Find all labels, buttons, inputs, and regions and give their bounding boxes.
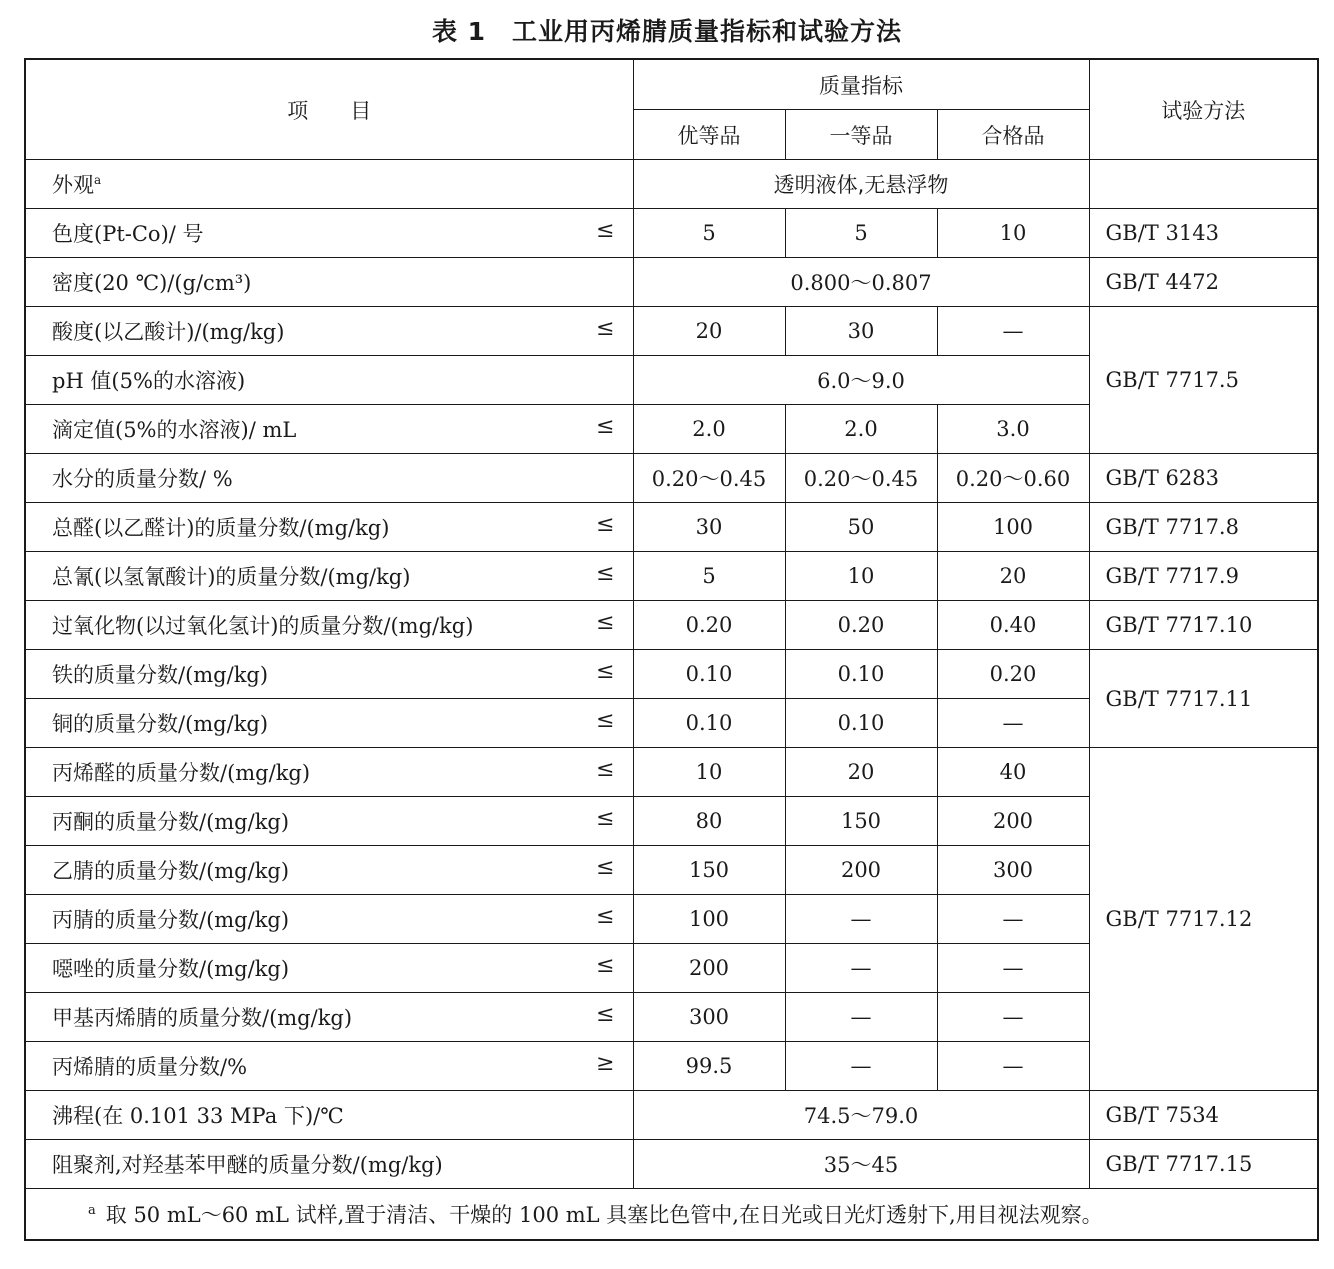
value-cell: 200 <box>937 797 1089 846</box>
value-cell: 20 <box>633 307 785 356</box>
comparison-symbol: ≤ <box>596 708 615 733</box>
comparison-symbol: ≤ <box>596 904 615 929</box>
value-cell: 80 <box>633 797 785 846</box>
value-cell: 74.5～79.0 <box>633 1091 1089 1140</box>
value-cell: 150 <box>785 797 937 846</box>
quality-spec-table <box>24 58 1319 1241</box>
method-cell: GB/T 4472 <box>1089 258 1318 307</box>
comparison-symbol: ≤ <box>596 316 615 341</box>
table-row <box>25 307 1318 356</box>
value-cell: 0.20～0.45 <box>785 454 937 503</box>
value-cell: 99.5 <box>633 1042 785 1091</box>
value-cell: — <box>937 993 1089 1042</box>
method-cell: GB/T 7717.11 <box>1089 650 1318 748</box>
value-cell: 20 <box>937 552 1089 601</box>
value-cell: 20 <box>785 748 937 797</box>
item-cell: 色度(Pt-Co)/ 号 ≤ <box>25 209 633 258</box>
header-quality: 质量指标 <box>633 59 1089 110</box>
header-grade-premium: 优等品 <box>633 110 785 160</box>
comparison-symbol: ≤ <box>596 757 615 782</box>
value-cell: — <box>785 944 937 993</box>
value-cell: 5 <box>633 209 785 258</box>
method-cell: GB/T 7717.10 <box>1089 601 1318 650</box>
item-cell: 滴定值(5%的水溶液)/ mL ≤ <box>25 405 633 454</box>
value-cell: — <box>785 1042 937 1091</box>
item-cell: 乙腈的质量分数/(mg/kg) ≤ <box>25 846 633 895</box>
value-cell: 0.20 <box>785 601 937 650</box>
method-cell: GB/T 7534 <box>1089 1091 1318 1140</box>
value-cell: 100 <box>633 895 785 944</box>
value-cell: — <box>937 307 1089 356</box>
item-cell: 丙腈的质量分数/(mg/kg) ≤ <box>25 895 633 944</box>
value-cell: 0.40 <box>937 601 1089 650</box>
header-item: 项 目 <box>25 59 633 160</box>
comparison-symbol: ≥ <box>596 1051 615 1076</box>
table-row <box>25 552 1318 601</box>
item-cell: 铜的质量分数/(mg/kg) ≤ <box>25 699 633 748</box>
value-cell: — <box>785 895 937 944</box>
value-cell: 10 <box>785 552 937 601</box>
table-row <box>25 1091 1318 1140</box>
value-cell: — <box>785 993 937 1042</box>
comparison-symbol: ≤ <box>596 806 615 831</box>
value-cell: 200 <box>785 846 937 895</box>
value-cell: 0.10 <box>785 650 937 699</box>
comparison-symbol: ≤ <box>596 953 615 978</box>
value-cell: — <box>937 895 1089 944</box>
item-cell: 外观$^a$ <box>25 160 633 209</box>
table-row <box>25 454 1318 503</box>
value-cell: 10 <box>937 209 1089 258</box>
value-cell: 2.0 <box>785 405 937 454</box>
header-grade-first: 一等品 <box>785 110 937 160</box>
item-cell: 过氧化物(以过氧化氢计)的质量分数/(mg/kg) ≤ <box>25 601 633 650</box>
comparison-symbol: ≤ <box>596 561 615 586</box>
header-row-1 <box>25 59 1318 110</box>
footnote <box>25 1189 1318 1241</box>
value-cell: 0.10 <box>633 699 785 748</box>
value-cell: 35～45 <box>633 1140 1089 1189</box>
value-cell: 30 <box>633 503 785 552</box>
table-row <box>25 209 1318 258</box>
item-cell: 噁唑的质量分数/(mg/kg) ≤ <box>25 944 633 993</box>
comparison-symbol: ≤ <box>596 1002 615 1027</box>
value-cell: — <box>937 1042 1089 1091</box>
header-method: 试验方法 <box>1089 59 1318 160</box>
value-cell: 6.0～9.0 <box>633 356 1089 405</box>
table-row <box>25 1140 1318 1189</box>
method-cell: GB/T 7717.9 <box>1089 552 1318 601</box>
item-cell: 水分的质量分数/ % <box>25 454 633 503</box>
value-cell: 10 <box>633 748 785 797</box>
comparison-symbol: ≤ <box>596 855 615 880</box>
value-cell: — <box>937 944 1089 993</box>
item-cell: 沸程(在 0.101 33 MPa 下)/℃ <box>25 1091 633 1140</box>
comparison-symbol: ≤ <box>596 512 615 537</box>
table-title: 表 1 工业用丙烯腈质量指标和试验方法 <box>431 17 903 46</box>
item-cell: 丙烯醛的质量分数/(mg/kg) ≤ <box>25 748 633 797</box>
footnote-row <box>25 1189 1318 1241</box>
table-row <box>25 601 1318 650</box>
value-cell: 透明液体,无悬浮物 <box>633 160 1089 209</box>
value-cell: 300 <box>633 993 785 1042</box>
header-grade-qualified: 合格品 <box>937 110 1089 160</box>
value-cell: 3.0 <box>937 405 1089 454</box>
footnote-mark: a <box>88 1203 96 1218</box>
value-cell: 0.20 <box>633 601 785 650</box>
value-cell: 300 <box>937 846 1089 895</box>
footnote-text: 取 50 mL～60 mL 试样,置于清洁、干燥的 100 mL 具塞比色管中,在日光或日光灯透射下,用目视法观察。 <box>105 1203 1103 1227</box>
value-cell: 5 <box>633 552 785 601</box>
value-cell: 0.800～0.807 <box>633 258 1089 307</box>
table-row <box>25 650 1318 699</box>
value-cell: 150 <box>633 846 785 895</box>
value-cell: 30 <box>785 307 937 356</box>
method-cell <box>1089 160 1318 209</box>
method-cell: GB/T 6283 <box>1089 454 1318 503</box>
table-row <box>25 503 1318 552</box>
method-cell: GB/T 7717.15 <box>1089 1140 1318 1189</box>
item-cell: 甲基丙烯腈的质量分数/(mg/kg) ≤ <box>25 993 633 1042</box>
value-cell: — <box>937 699 1089 748</box>
item-cell: 丙烯腈的质量分数/% ≥ <box>25 1042 633 1091</box>
value-cell: 0.20 <box>937 650 1089 699</box>
table-row <box>25 748 1318 797</box>
value-cell: 40 <box>937 748 1089 797</box>
item-cell: 丙酮的质量分数/(mg/kg) ≤ <box>25 797 633 846</box>
item-cell: 总醛(以乙醛计)的质量分数/(mg/kg) ≤ <box>25 503 633 552</box>
value-cell: 100 <box>937 503 1089 552</box>
method-cell: GB/T 7717.8 <box>1089 503 1318 552</box>
comparison-symbol: ≤ <box>596 414 615 439</box>
comparison-symbol: ≤ <box>596 610 615 635</box>
value-cell: 0.10 <box>785 699 937 748</box>
value-cell: 5 <box>785 209 937 258</box>
value-cell: 0.10 <box>633 650 785 699</box>
item-cell: 酸度(以乙酸计)/(mg/kg) ≤ <box>25 307 633 356</box>
value-cell: 2.0 <box>633 405 785 454</box>
footnote-mark: a <box>94 173 102 187</box>
value-cell: 0.20～0.45 <box>633 454 785 503</box>
table-row <box>25 258 1318 307</box>
item-cell: 铁的质量分数/(mg/kg) ≤ <box>25 650 633 699</box>
value-cell: 0.20～0.60 <box>937 454 1089 503</box>
item-cell: 密度(20 ℃)/(g/cm³) <box>25 258 633 307</box>
table-row <box>25 160 1318 209</box>
value-cell: 200 <box>633 944 785 993</box>
method-cell: GB/T 7717.5 <box>1089 307 1318 454</box>
value-cell: 50 <box>785 503 937 552</box>
item-cell: 阻聚剂,对羟基苯甲醚的质量分数/(mg/kg) <box>25 1140 633 1189</box>
item-cell: 总氰(以氢氰酸计)的质量分数/(mg/kg) ≤ <box>25 552 633 601</box>
comparison-symbol: ≤ <box>596 218 615 243</box>
method-cell: GB/T 3143 <box>1089 209 1318 258</box>
method-cell: GB/T 7717.12 <box>1089 748 1318 1091</box>
item-cell: pH 值(5%的水溶液) <box>25 356 633 405</box>
comparison-symbol: ≤ <box>596 659 615 684</box>
